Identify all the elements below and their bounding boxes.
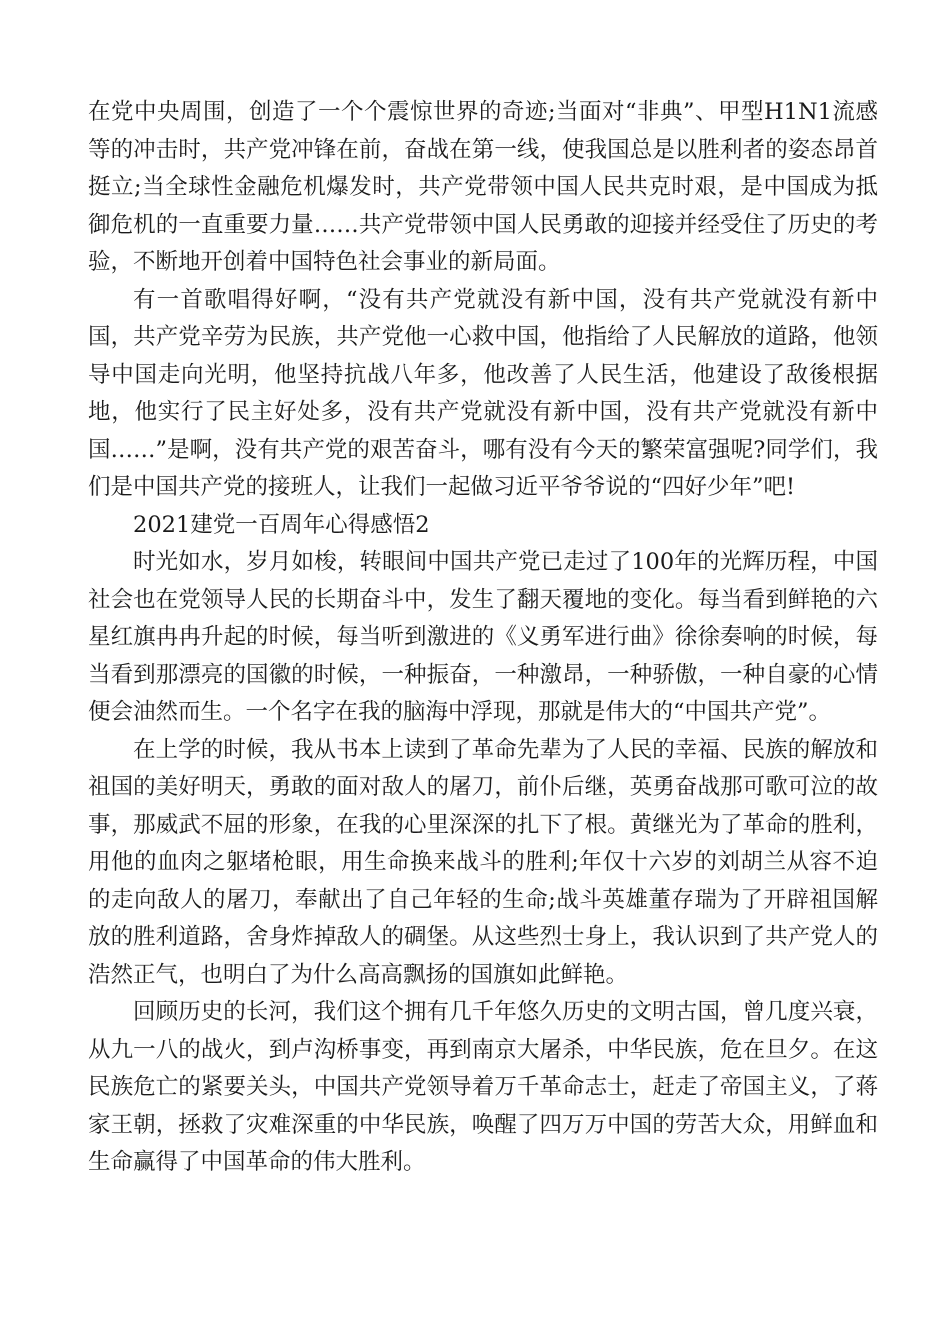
document-page	[88, 94, 878, 1182]
paragraph-time: 时光如水，岁月如梭，转眼间中国共产党已走过了100年的光辉历程，中国社会也在党领导人民的长期奋斗中，发生了翻天覆地的变化。每当看到鲜艳的六星红旗冉冉升起的时候，每当听到激进的《义勇军进行曲》徐徐奏响的时候，每当看到那漂亮的国徽的时候，一种振奋，一种激昂，一种骄傲，一种自豪的心情便会油然而生。一个名字在我的脑海中浮现，那就是伟大的“中国共产党”。	[88, 549, 878, 725]
paragraph-continued: 在党中央周围，创造了一个个震惊世界的奇迹;当面对“非典”、甲型H1N1流感等的冲击时，共产党冲锋在前，奋战在第一线，使我国总是以胜利者的姿态昂首挺立;当全球性金融危机爆发时，共产党带领中国人民共克时艰，是中国成为抵御危机的一直重要力量……共产党带领中国人民勇敢的迎接并经受住了历史的考验，不断地开创着中国特色社会事业的新局面。	[88, 99, 878, 275]
paragraph-song: 有一首歌唱得好啊，“没有共产党就没有新中国，没有共产党就没有新中国，共产党辛劳为民族，共产党他一心救中国，他指给了人民解放的道路，他领导中国走向光明，他坚持抗战八年多，他改善了人民生活，他建设了敌後根据地，他实行了民主好处多，没有共产党就没有新中国，没有共产党就没有新中国……”是啊，没有共产党的艰苦奋斗，哪有没有今天的繁荣富强呢?同学们，我们是中国共产党的接班人，让我们一起做习近平爷爷说的“四好少年”吧!	[88, 286, 878, 500]
section-heading: 2021建党一百周年心得感悟2	[133, 511, 430, 538]
paragraph-history: 回顾历史的长河，我们这个拥有几千年悠久历史的文明古国，曾几度兴衰，从九一八的战火，到卢沟桥事变，再到南京大屠杀，中华民族，危在旦夕。在这民族危亡的紧要关头，中国共产党领导着万千革命志士，赶走了帝国主义，了蒋家王朝，拯救了灾难深重的中华民族，唤醒了四万万中国的劳苦大众，用鲜血和生命赢得了中国革命的伟大胜利。	[88, 999, 878, 1175]
paragraph-school: 在上学的时候，我从书本上读到了革命先辈为了人民的幸福、民族的解放和祖国的美好明天，勇敢的面对敌人的屠刀，前仆后继，英勇奋战那可歌可泣的故事，那威武不屈的形象，在我的心里深深的扎下了根。黄继光为了革命的胜利，用他的血肉之躯堵枪眼，用生命换来战斗的胜利;年仅十六岁的刘胡兰从容不迫的走向敌人的屠刀，奉献出了自己年轻的生命;战斗英雄董存瑞为了开辟祖国解放的胜利道路，舍身炸掉敌人的碉堡。从这些烈士身上，我认识到了共产党人的浩然正气，也明白了为什么高高飘扬的国旗如此鲜艳。	[88, 736, 878, 988]
